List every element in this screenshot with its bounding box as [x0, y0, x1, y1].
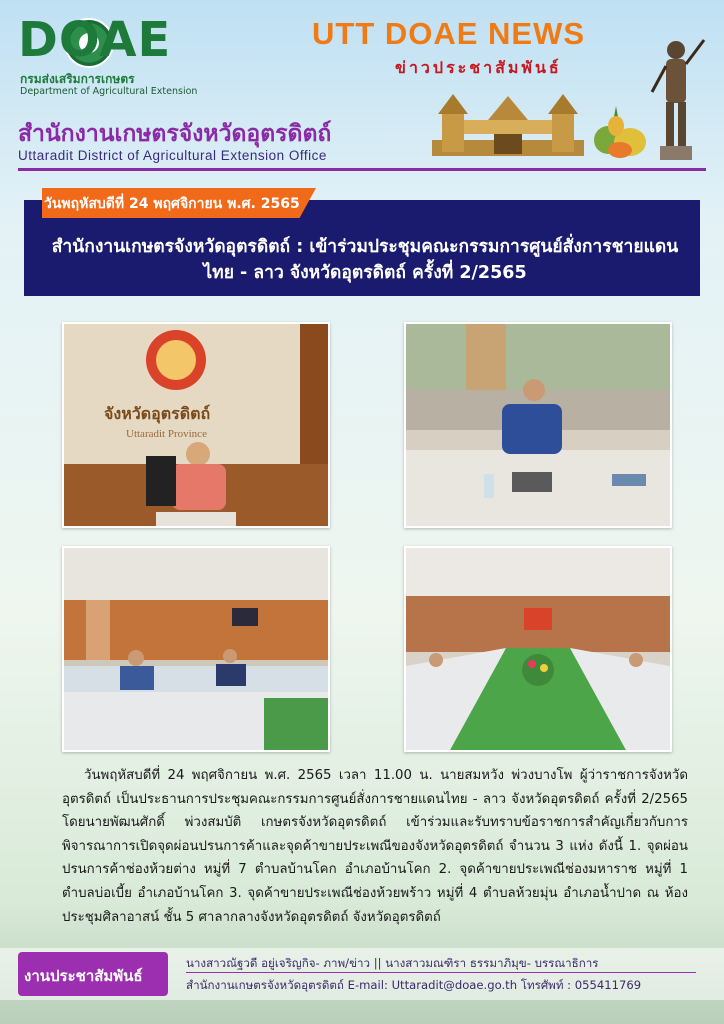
office-title-thai: สำนักงานเกษตรจังหวัดอุตรดิตถ์ [18, 121, 332, 147]
photo1-sign-english: Uttaradit Province [126, 428, 207, 440]
city-gate-illustration [428, 90, 588, 158]
news-subtitle: ข่าวประชาสัมพันธ์ [395, 58, 562, 77]
headline-line-1: สำนักงานเกษตรจังหวัดอุตรดิตถ์ : เข้าร่วมประชุมคณะกรรมการศูนย์สั่งการชายแดน [51, 237, 679, 257]
photo1-sign-thai: จังหวัดอุตรดิตถ์ [104, 404, 211, 423]
office-title-english: Uttaradit District of Agricultural Extension Office [18, 148, 327, 163]
statue-illustration [646, 34, 706, 162]
footer-tag-label: งานประชาสัมพันธ์ [24, 967, 143, 985]
footer-divider [186, 972, 696, 973]
news-title: UTT DOAE NEWS [312, 16, 586, 51]
news-headline [40, 234, 690, 286]
news-date: วันพฤหัสบดีที่ 24 พฤศจิกายน พ.ศ. 2565 [44, 196, 300, 212]
header-divider [18, 168, 706, 171]
doae-logo: DOAE [18, 12, 172, 68]
photo-meeting-room-left [62, 546, 330, 752]
logo-english-text: Department of Agricultural Extension [20, 86, 198, 97]
logo-thai-text: กรมส่งเสริมการเกษตร [20, 72, 135, 86]
photo-meeting-room-center [404, 546, 672, 752]
headline-line-2: ไทย - ลาว จังหวัดอุตรดิตถ์ ครั้งที่ 2/2565 [203, 263, 527, 283]
photo-official-at-meeting [404, 322, 672, 528]
photo-governor-at-desk [62, 322, 330, 528]
news-body-paragraph: วันพฤหัสบดีที่ 24 พฤศจิกายน พ.ศ. 2565 เวลา 11.00 น. นายสมหวัง พ่วงบางโพ ผู้ว่าราชการจังหวัดอุตรดิตถ์ เป็นประธานการประชุมคณะกรรมการศูนย์สั่งการชายแดนไทย - ลาว จังหวัดอุตรดิตถ์ ครั้งที่ 2/2565 โดยนายพัฒนศักดิ์ พ่วงสมบัติ เกษตรจังหวัดอุตรดิตถ์ เข้าร่วมและรับทราบข้อราชการสำคัญเกี่ยวกับการพิจารณาการเปิดจุดผ่อนปรนการค้าและจุดค้าขายประเพณีของจังหวัดอุตรดิตถ์ จำนวน 3 แห่ง ดังนี้ 1. จุดผ่อนปรนการค้าช่องห้วยต่าง หมู่ที่ 7 ตำบลบ้านโคก อำเภอบ้านโคก 2. จุดค้าขายประเพณีช่องมหาราช หมู่ที่ 1 ตำบลบ่อเบี้ย อำเภอบ้านโคก 3. จุดค้าขายประเพณีช่องห้วยพร้าว หมู่ที่ 4 ตำบลห้วยมุ่น อำเภอน้ำปาด ณ ห้องประชุมศิลาอาสน์ ชั้น 5 ศาลากลางจังหวัดอุตรดิตถ์ จังหวัดอุตรดิตถ์ [62, 768, 688, 925]
footer-contact: สำนักงานเกษตรจังหวัดอุตรดิตถ์ E-mail: Uttaradit@doae.go.th โทรศัพท์ : 055411769 [186, 978, 642, 992]
footer-credits: นางสาวณัฐวดี อยู่เจริญกิจ- ภาพ/ข่าว || นางสาวมณฑิรา ธรรมาภิมุข- บรรณาธิการ [186, 956, 599, 970]
fruit-basket-illustration [590, 100, 652, 160]
